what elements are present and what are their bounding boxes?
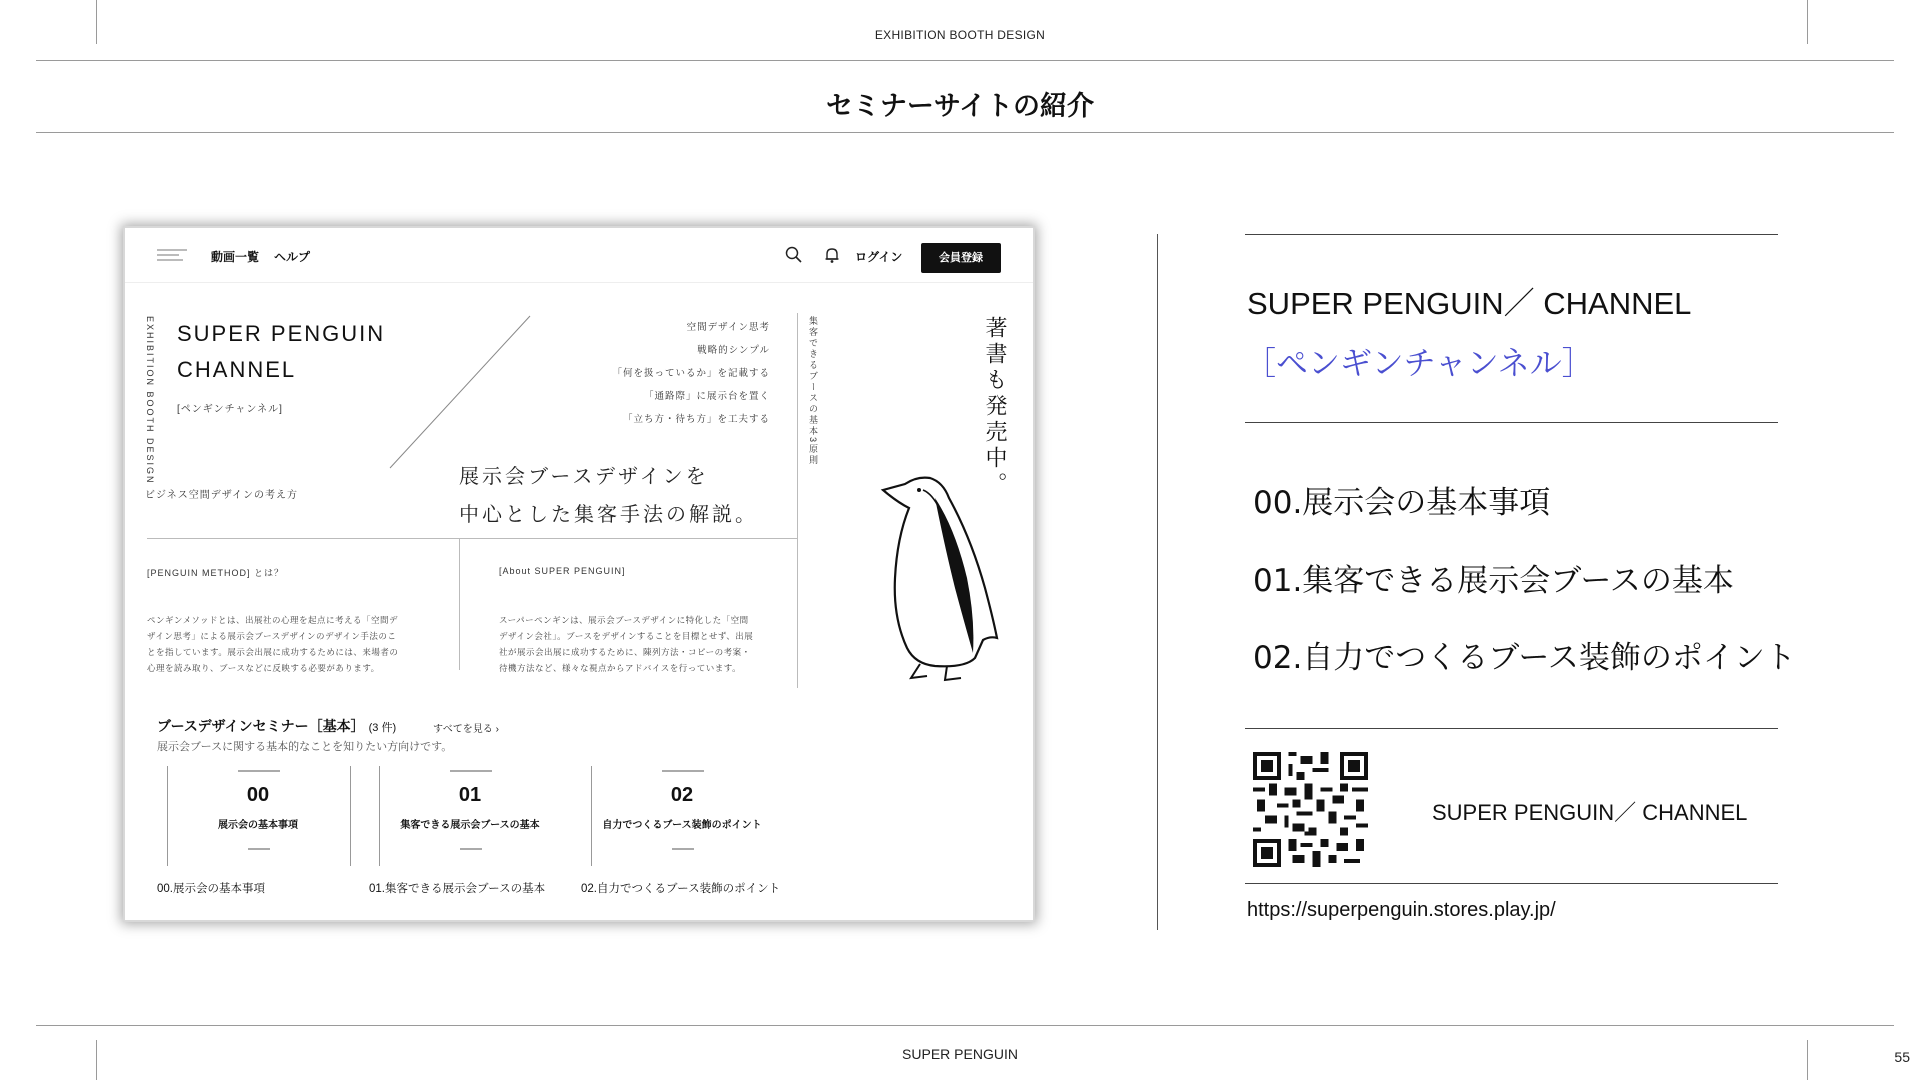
hero-vertical-label: EXHIBITION BOOTH DESIGN <box>145 316 155 485</box>
title-rule <box>36 132 1894 133</box>
top-rule <box>36 60 1894 61</box>
penguin-illustration <box>875 468 1015 688</box>
channel-url[interactable]: https://superpenguin.stores.play.jp/ <box>1247 899 1556 921</box>
website-screenshot <box>125 228 1033 920</box>
seminar-card-00[interactable]: 00 展示会の基本事項 <box>167 766 351 866</box>
page-number: 55 <box>1894 1049 1910 1065</box>
login-link[interactable]: ログイン <box>855 250 903 264</box>
qr-label: SUPER PENGUIN／ CHANNEL <box>1432 800 1748 825</box>
bell-icon[interactable] <box>824 246 840 264</box>
seminar-item-00: 00.展示会の基本事項 <box>1253 485 1551 521</box>
about-divider <box>459 538 460 670</box>
channel-title: SUPER PENGUIN／ CHANNEL <box>1247 286 1692 321</box>
seminar-item-02: 02.自力でつくるブース装飾のポイント <box>1253 640 1796 676</box>
header-label: EXHIBITION BOOTH DESIGN <box>874 28 1046 42</box>
channel-rule-qr-bottom <box>1245 883 1778 884</box>
hero-divider <box>797 313 798 688</box>
site-logo <box>157 249 187 263</box>
seminar-subtitle: 展示会ブースに関する基本的なことを知りたい方向けです。 <box>157 741 453 753</box>
channel-rule-mid <box>1245 422 1778 423</box>
seminar-card-02[interactable]: 02 自力でつくるブース装飾のポイント <box>591 766 774 866</box>
book-promo: 著書も発売中。 <box>983 316 1008 498</box>
hero-lead: 展示会ブースデザインを 中心とした集客手法の解説。 <box>459 466 758 526</box>
search-icon[interactable] <box>785 246 803 264</box>
about-left-heading: [PENGUIN METHOD] とは？ <box>147 568 285 578</box>
qr-code[interactable] <box>1253 752 1368 867</box>
seminar-item-01: 01.集客できる展示会ブースの基本 <box>1253 563 1734 599</box>
channel-rule-top <box>1245 234 1778 235</box>
nav-help[interactable]: ヘルプ <box>274 250 311 264</box>
hero-diagonal-line <box>385 313 535 473</box>
hero-brand-kana: [ペンギンチャンネル] <box>177 404 283 415</box>
seminar-card-01[interactable]: 01 集客できる展示会ブースの基本 <box>379 766 562 866</box>
seminar-card-00-caption[interactable]: 00.展示会の基本事項 <box>157 883 265 895</box>
hero-brand: SUPER PENGUIN CHANNEL <box>177 321 386 382</box>
panel-divider <box>1157 234 1158 930</box>
seminar-card-02-caption[interactable]: 02.自力でつくるブース装飾のポイント <box>581 883 781 895</box>
hero-points: 空間デザイン思考 戦略的シンプル 「何を扱っているか」を記載する 「通路際」に展示台を置く 「立ち方・待ち方」を工夫する <box>612 322 770 425</box>
see-all-link[interactable]: すべてを見る › <box>433 724 499 735</box>
join-button[interactable]: 会員登録 <box>921 243 1001 273</box>
about-left-text: ペンギンメソッドとは、出展社の心理を起点に考える「空間デ ザイン思考」による展示会ブースデザインのデザイン手法のこ とを指しています。展示会出展に成功するためには、来場者の 心理を読み取り、ブースなどに反映する必要があります。 <box>147 615 399 673</box>
about-right-text: スーパーペンギンは、展示会ブースデザインに特化した「空間 デザイン会社」。ブースをデザインすることを目標とせず、出展 社が展示会出展に成功するために、陳列方法・コピーの考案・ 待機方法など、様々な視点からアドバイスを行っています。 <box>499 615 754 673</box>
book-vertical-title: 集客できるブースの基本3原則 <box>808 316 818 467</box>
seminar-title: ブースデザインセミナー［基本］ (3 件) <box>157 718 397 734</box>
about-right-heading: [About SUPER PENGUIN] <box>499 566 626 576</box>
footer-rule <box>36 1025 1894 1026</box>
nav-videos[interactable]: 動画一覧 <box>211 250 260 264</box>
channel-rule-qr-top <box>1245 728 1778 729</box>
channel-kana: ［ペンギンチャンネル］ <box>1244 344 1594 382</box>
about-rule <box>147 538 797 539</box>
page-title: セミナーサイトの紹介 <box>825 91 1095 121</box>
site-nav <box>125 228 1033 283</box>
seminar-card-01-caption[interactable]: 01.集客できる展示会ブースの基本 <box>369 883 546 895</box>
footer-label: SUPER PENGUIN <box>902 1046 1018 1062</box>
hero-tagline: ビジネス空間デザインの考え方 <box>145 490 298 501</box>
